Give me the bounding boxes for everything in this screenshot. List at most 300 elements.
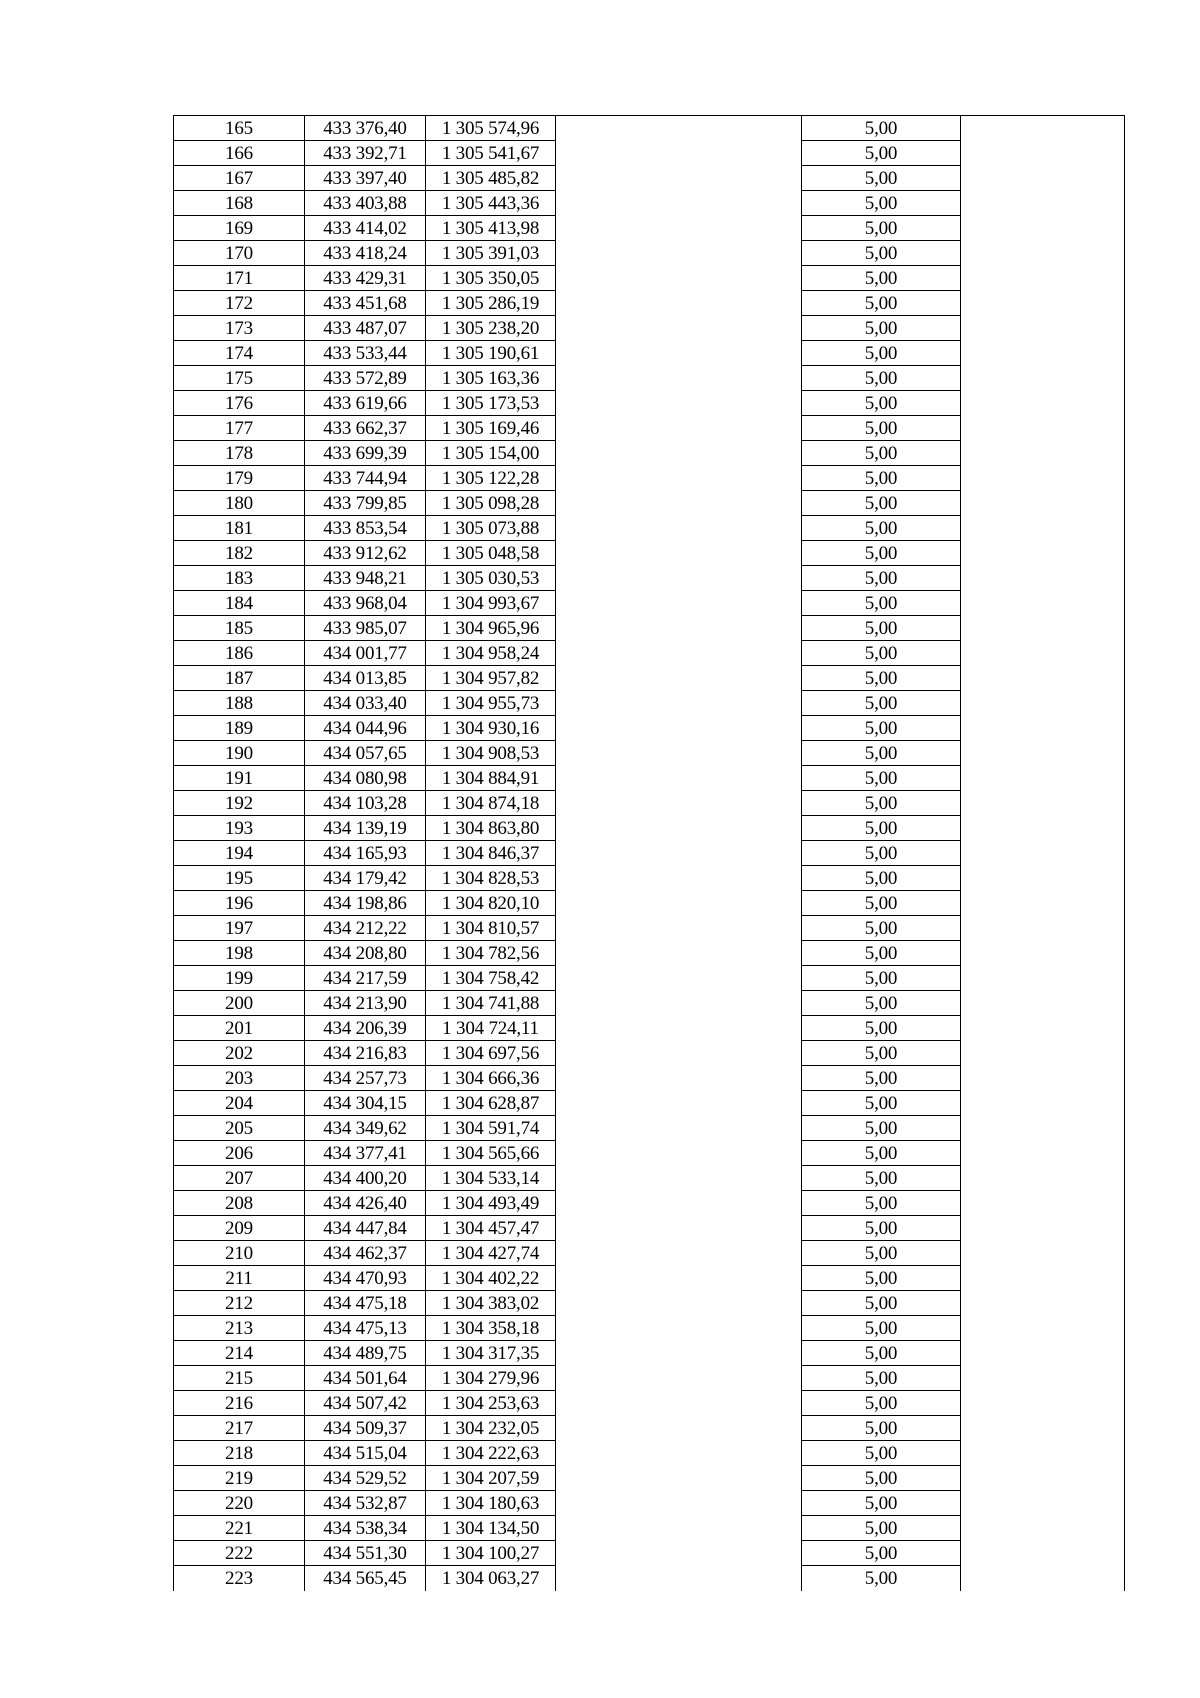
x-coordinate-cell: 433 418,24 bbox=[305, 241, 426, 266]
empty-cell bbox=[556, 916, 802, 941]
accuracy-cell: 5,00 bbox=[802, 1091, 961, 1116]
y-coordinate-cell: 1 304 493,49 bbox=[426, 1191, 556, 1216]
table-row bbox=[174, 816, 1124, 841]
accuracy-cell: 5,00 bbox=[802, 1266, 961, 1291]
point-number-cell: 183 bbox=[174, 566, 305, 591]
y-coordinate-cell: 1 304 317,35 bbox=[426, 1341, 556, 1366]
empty-cell bbox=[961, 591, 1124, 616]
empty-cell bbox=[961, 1091, 1124, 1116]
empty-cell bbox=[556, 216, 802, 241]
empty-cell bbox=[961, 641, 1124, 666]
table-row bbox=[174, 391, 1124, 416]
point-number-cell: 208 bbox=[174, 1191, 305, 1216]
empty-cell bbox=[556, 541, 802, 566]
y-coordinate-cell: 1 305 173,53 bbox=[426, 391, 556, 416]
empty-cell bbox=[961, 966, 1124, 991]
accuracy-cell: 5,00 bbox=[802, 1016, 961, 1041]
empty-cell bbox=[961, 466, 1124, 491]
empty-cell bbox=[961, 1016, 1124, 1041]
point-number-cell: 167 bbox=[174, 166, 305, 191]
empty-cell bbox=[961, 1166, 1124, 1191]
x-coordinate-cell: 434 304,15 bbox=[305, 1091, 426, 1116]
y-coordinate-cell: 1 304 666,36 bbox=[426, 1066, 556, 1091]
y-coordinate-cell: 1 304 724,11 bbox=[426, 1016, 556, 1041]
empty-cell bbox=[556, 241, 802, 266]
accuracy-cell: 5,00 bbox=[802, 1116, 961, 1141]
point-number-cell: 187 bbox=[174, 666, 305, 691]
table-row bbox=[174, 841, 1124, 866]
x-coordinate-cell: 433 376,40 bbox=[305, 116, 426, 141]
empty-cell bbox=[961, 1491, 1124, 1516]
x-coordinate-cell: 433 968,04 bbox=[305, 591, 426, 616]
y-coordinate-cell: 1 304 628,87 bbox=[426, 1091, 556, 1116]
empty-cell bbox=[556, 116, 802, 141]
empty-cell bbox=[961, 266, 1124, 291]
point-number-cell: 197 bbox=[174, 916, 305, 941]
accuracy-cell: 5,00 bbox=[802, 1291, 961, 1316]
table-row bbox=[174, 1216, 1124, 1241]
y-coordinate-cell: 1 304 383,02 bbox=[426, 1291, 556, 1316]
y-coordinate-cell: 1 305 163,36 bbox=[426, 366, 556, 391]
y-coordinate-cell: 1 304 533,14 bbox=[426, 1166, 556, 1191]
table-row bbox=[174, 1141, 1124, 1166]
empty-cell bbox=[961, 216, 1124, 241]
table-row bbox=[174, 991, 1124, 1016]
accuracy-cell: 5,00 bbox=[802, 391, 961, 416]
point-number-cell: 220 bbox=[174, 1491, 305, 1516]
x-coordinate-cell: 434 165,93 bbox=[305, 841, 426, 866]
accuracy-cell: 5,00 bbox=[802, 941, 961, 966]
y-coordinate-cell: 1 304 965,96 bbox=[426, 616, 556, 641]
point-number-cell: 170 bbox=[174, 241, 305, 266]
empty-cell bbox=[556, 841, 802, 866]
empty-cell bbox=[961, 566, 1124, 591]
table-row bbox=[174, 291, 1124, 316]
point-number-cell: 195 bbox=[174, 866, 305, 891]
table-row bbox=[174, 116, 1124, 141]
empty-cell bbox=[556, 816, 802, 841]
x-coordinate-cell: 434 532,87 bbox=[305, 1491, 426, 1516]
empty-cell bbox=[556, 1441, 802, 1466]
accuracy-cell: 5,00 bbox=[802, 191, 961, 216]
table-row bbox=[174, 1541, 1124, 1566]
table-row bbox=[174, 1491, 1124, 1516]
y-coordinate-cell: 1 304 874,18 bbox=[426, 791, 556, 816]
empty-cell bbox=[556, 166, 802, 191]
accuracy-cell: 5,00 bbox=[802, 716, 961, 741]
empty-cell bbox=[961, 316, 1124, 341]
empty-cell bbox=[556, 891, 802, 916]
x-coordinate-cell: 434 212,22 bbox=[305, 916, 426, 941]
accuracy-cell: 5,00 bbox=[802, 291, 961, 316]
accuracy-cell: 5,00 bbox=[802, 1516, 961, 1541]
x-coordinate-cell: 434 257,73 bbox=[305, 1066, 426, 1091]
x-coordinate-cell: 433 699,39 bbox=[305, 441, 426, 466]
empty-cell bbox=[556, 1041, 802, 1066]
table-row bbox=[174, 1416, 1124, 1441]
y-coordinate-cell: 1 304 253,63 bbox=[426, 1391, 556, 1416]
empty-cell bbox=[556, 316, 802, 341]
y-coordinate-cell: 1 304 063,27 bbox=[426, 1566, 556, 1591]
table-row bbox=[174, 1091, 1124, 1116]
point-number-cell: 210 bbox=[174, 1241, 305, 1266]
empty-cell bbox=[556, 1316, 802, 1341]
empty-cell bbox=[556, 941, 802, 966]
y-coordinate-cell: 1 304 957,82 bbox=[426, 666, 556, 691]
empty-cell bbox=[961, 366, 1124, 391]
table-row bbox=[174, 716, 1124, 741]
point-number-cell: 194 bbox=[174, 841, 305, 866]
accuracy-cell: 5,00 bbox=[802, 741, 961, 766]
table-row bbox=[174, 691, 1124, 716]
empty-cell bbox=[556, 666, 802, 691]
accuracy-cell: 5,00 bbox=[802, 1466, 961, 1491]
x-coordinate-cell: 434 426,40 bbox=[305, 1191, 426, 1216]
empty-cell bbox=[556, 291, 802, 316]
accuracy-cell: 5,00 bbox=[802, 816, 961, 841]
accuracy-cell: 5,00 bbox=[802, 866, 961, 891]
empty-cell bbox=[556, 1166, 802, 1191]
accuracy-cell: 5,00 bbox=[802, 1366, 961, 1391]
y-coordinate-cell: 1 305 286,19 bbox=[426, 291, 556, 316]
empty-cell bbox=[961, 341, 1124, 366]
y-coordinate-cell: 1 304 846,37 bbox=[426, 841, 556, 866]
point-number-cell: 214 bbox=[174, 1341, 305, 1366]
table-row bbox=[174, 266, 1124, 291]
empty-cell bbox=[961, 741, 1124, 766]
empty-cell bbox=[961, 391, 1124, 416]
accuracy-cell: 5,00 bbox=[802, 1541, 961, 1566]
x-coordinate-cell: 433 619,66 bbox=[305, 391, 426, 416]
point-number-cell: 171 bbox=[174, 266, 305, 291]
point-number-cell: 213 bbox=[174, 1316, 305, 1341]
empty-cell bbox=[556, 866, 802, 891]
x-coordinate-cell: 434 507,42 bbox=[305, 1391, 426, 1416]
empty-cell bbox=[556, 266, 802, 291]
empty-cell bbox=[961, 791, 1124, 816]
x-coordinate-cell: 433 799,85 bbox=[305, 491, 426, 516]
y-coordinate-cell: 1 305 485,82 bbox=[426, 166, 556, 191]
accuracy-cell: 5,00 bbox=[802, 1441, 961, 1466]
accuracy-cell: 5,00 bbox=[802, 1416, 961, 1441]
table-row bbox=[174, 616, 1124, 641]
point-number-cell: 207 bbox=[174, 1166, 305, 1191]
accuracy-cell: 5,00 bbox=[802, 966, 961, 991]
x-coordinate-cell: 434 349,62 bbox=[305, 1116, 426, 1141]
x-coordinate-cell: 434 216,83 bbox=[305, 1041, 426, 1066]
x-coordinate-cell: 434 206,39 bbox=[305, 1016, 426, 1041]
point-number-cell: 182 bbox=[174, 541, 305, 566]
point-number-cell: 172 bbox=[174, 291, 305, 316]
accuracy-cell: 5,00 bbox=[802, 616, 961, 641]
accuracy-cell: 5,00 bbox=[802, 1341, 961, 1366]
y-coordinate-cell: 1 304 207,59 bbox=[426, 1466, 556, 1491]
empty-cell bbox=[556, 716, 802, 741]
x-coordinate-cell: 433 414,02 bbox=[305, 216, 426, 241]
table-row bbox=[174, 1291, 1124, 1316]
empty-cell bbox=[961, 491, 1124, 516]
y-coordinate-cell: 1 304 863,80 bbox=[426, 816, 556, 841]
x-coordinate-cell: 434 470,93 bbox=[305, 1266, 426, 1291]
table-row bbox=[174, 1266, 1124, 1291]
empty-cell bbox=[556, 1566, 802, 1591]
table-row bbox=[174, 1466, 1124, 1491]
empty-cell bbox=[556, 1391, 802, 1416]
y-coordinate-cell: 1 305 574,96 bbox=[426, 116, 556, 141]
y-coordinate-cell: 1 304 955,73 bbox=[426, 691, 556, 716]
empty-cell bbox=[961, 941, 1124, 966]
accuracy-cell: 5,00 bbox=[802, 666, 961, 691]
y-coordinate-cell: 1 304 180,63 bbox=[426, 1491, 556, 1516]
x-coordinate-cell: 434 033,40 bbox=[305, 691, 426, 716]
empty-cell bbox=[961, 166, 1124, 191]
y-coordinate-cell: 1 304 810,57 bbox=[426, 916, 556, 941]
accuracy-cell: 5,00 bbox=[802, 466, 961, 491]
table-row bbox=[174, 1066, 1124, 1091]
empty-cell bbox=[961, 1241, 1124, 1266]
x-coordinate-cell: 434 198,86 bbox=[305, 891, 426, 916]
y-coordinate-cell: 1 304 758,42 bbox=[426, 966, 556, 991]
point-number-cell: 216 bbox=[174, 1391, 305, 1416]
point-number-cell: 205 bbox=[174, 1116, 305, 1141]
y-coordinate-cell: 1 305 169,46 bbox=[426, 416, 556, 441]
y-coordinate-cell: 1 305 541,67 bbox=[426, 141, 556, 166]
point-number-cell: 206 bbox=[174, 1141, 305, 1166]
point-number-cell: 215 bbox=[174, 1366, 305, 1391]
empty-cell bbox=[556, 566, 802, 591]
point-number-cell: 218 bbox=[174, 1441, 305, 1466]
x-coordinate-cell: 433 487,07 bbox=[305, 316, 426, 341]
empty-cell bbox=[961, 441, 1124, 466]
point-number-cell: 169 bbox=[174, 216, 305, 241]
table-row bbox=[174, 791, 1124, 816]
accuracy-cell: 5,00 bbox=[802, 1391, 961, 1416]
y-coordinate-cell: 1 304 820,10 bbox=[426, 891, 556, 916]
table-row bbox=[174, 1391, 1124, 1416]
accuracy-cell: 5,00 bbox=[802, 1191, 961, 1216]
accuracy-cell: 5,00 bbox=[802, 266, 961, 291]
accuracy-cell: 5,00 bbox=[802, 1141, 961, 1166]
table-row bbox=[174, 566, 1124, 591]
accuracy-cell: 5,00 bbox=[802, 1216, 961, 1241]
x-coordinate-cell: 434 103,28 bbox=[305, 791, 426, 816]
accuracy-cell: 5,00 bbox=[802, 916, 961, 941]
table-row bbox=[174, 641, 1124, 666]
y-coordinate-cell: 1 305 048,58 bbox=[426, 541, 556, 566]
empty-cell bbox=[961, 916, 1124, 941]
point-number-cell: 185 bbox=[174, 616, 305, 641]
x-coordinate-cell: 434 179,42 bbox=[305, 866, 426, 891]
x-coordinate-cell: 434 462,37 bbox=[305, 1241, 426, 1266]
point-number-cell: 175 bbox=[174, 366, 305, 391]
x-coordinate-cell: 434 509,37 bbox=[305, 1416, 426, 1441]
table-row bbox=[174, 1191, 1124, 1216]
x-coordinate-cell: 434 515,04 bbox=[305, 1441, 426, 1466]
table-row bbox=[174, 1166, 1124, 1191]
empty-cell bbox=[556, 491, 802, 516]
empty-cell bbox=[556, 1291, 802, 1316]
x-coordinate-cell: 433 572,89 bbox=[305, 366, 426, 391]
empty-cell bbox=[556, 341, 802, 366]
empty-cell bbox=[556, 791, 802, 816]
empty-cell bbox=[961, 1366, 1124, 1391]
x-coordinate-cell: 434 400,20 bbox=[305, 1166, 426, 1191]
y-coordinate-cell: 1 305 154,00 bbox=[426, 441, 556, 466]
empty-cell bbox=[961, 141, 1124, 166]
empty-cell bbox=[961, 891, 1124, 916]
table-row bbox=[174, 216, 1124, 241]
empty-cell bbox=[961, 766, 1124, 791]
accuracy-cell: 5,00 bbox=[802, 1166, 961, 1191]
empty-cell bbox=[961, 1391, 1124, 1416]
point-number-cell: 188 bbox=[174, 691, 305, 716]
x-coordinate-cell: 433 392,71 bbox=[305, 141, 426, 166]
empty-cell bbox=[556, 1266, 802, 1291]
empty-cell bbox=[961, 1216, 1124, 1241]
point-number-cell: 209 bbox=[174, 1216, 305, 1241]
y-coordinate-cell: 1 304 697,56 bbox=[426, 1041, 556, 1066]
point-number-cell: 181 bbox=[174, 516, 305, 541]
point-number-cell: 212 bbox=[174, 1291, 305, 1316]
empty-cell bbox=[556, 1241, 802, 1266]
accuracy-cell: 5,00 bbox=[802, 891, 961, 916]
table-row bbox=[174, 1041, 1124, 1066]
table-row bbox=[174, 766, 1124, 791]
empty-cell bbox=[961, 1066, 1124, 1091]
y-coordinate-cell: 1 305 443,36 bbox=[426, 191, 556, 216]
empty-cell bbox=[556, 641, 802, 666]
empty-cell bbox=[961, 1266, 1124, 1291]
accuracy-cell: 5,00 bbox=[802, 1316, 961, 1341]
y-coordinate-cell: 1 304 134,50 bbox=[426, 1516, 556, 1541]
empty-cell bbox=[556, 966, 802, 991]
accuracy-cell: 5,00 bbox=[802, 591, 961, 616]
empty-cell bbox=[556, 516, 802, 541]
y-coordinate-cell: 1 305 190,61 bbox=[426, 341, 556, 366]
accuracy-cell: 5,00 bbox=[802, 491, 961, 516]
empty-cell bbox=[556, 1216, 802, 1241]
point-number-cell: 179 bbox=[174, 466, 305, 491]
x-coordinate-cell: 433 397,40 bbox=[305, 166, 426, 191]
table-row bbox=[174, 866, 1124, 891]
empty-cell bbox=[556, 1466, 802, 1491]
point-number-cell: 219 bbox=[174, 1466, 305, 1491]
point-number-cell: 191 bbox=[174, 766, 305, 791]
point-number-cell: 192 bbox=[174, 791, 305, 816]
empty-cell bbox=[556, 741, 802, 766]
y-coordinate-cell: 1 305 030,53 bbox=[426, 566, 556, 591]
point-number-cell: 165 bbox=[174, 116, 305, 141]
accuracy-cell: 5,00 bbox=[802, 1241, 961, 1266]
coordinates-table bbox=[173, 115, 1125, 1591]
y-coordinate-cell: 1 305 098,28 bbox=[426, 491, 556, 516]
empty-cell bbox=[556, 1541, 802, 1566]
table-row bbox=[174, 466, 1124, 491]
x-coordinate-cell: 433 985,07 bbox=[305, 616, 426, 641]
empty-cell bbox=[556, 1116, 802, 1141]
point-number-cell: 198 bbox=[174, 941, 305, 966]
point-number-cell: 217 bbox=[174, 1416, 305, 1441]
x-coordinate-cell: 434 529,52 bbox=[305, 1466, 426, 1491]
empty-cell bbox=[961, 116, 1124, 141]
accuracy-cell: 5,00 bbox=[802, 541, 961, 566]
y-coordinate-cell: 1 304 565,66 bbox=[426, 1141, 556, 1166]
x-coordinate-cell: 434 044,96 bbox=[305, 716, 426, 741]
accuracy-cell: 5,00 bbox=[802, 366, 961, 391]
x-coordinate-cell: 434 551,30 bbox=[305, 1541, 426, 1566]
x-coordinate-cell: 434 538,34 bbox=[305, 1516, 426, 1541]
point-number-cell: 174 bbox=[174, 341, 305, 366]
point-number-cell: 178 bbox=[174, 441, 305, 466]
point-number-cell: 199 bbox=[174, 966, 305, 991]
empty-cell bbox=[961, 1141, 1124, 1166]
table-row bbox=[174, 241, 1124, 266]
empty-cell bbox=[556, 191, 802, 216]
point-number-cell: 200 bbox=[174, 991, 305, 1016]
y-coordinate-cell: 1 304 884,91 bbox=[426, 766, 556, 791]
y-coordinate-cell: 1 305 350,05 bbox=[426, 266, 556, 291]
empty-cell bbox=[961, 1116, 1124, 1141]
empty-cell bbox=[961, 291, 1124, 316]
y-coordinate-cell: 1 304 358,18 bbox=[426, 1316, 556, 1341]
y-coordinate-cell: 1 305 122,28 bbox=[426, 466, 556, 491]
table-row bbox=[174, 741, 1124, 766]
empty-cell bbox=[556, 1016, 802, 1041]
point-number-cell: 177 bbox=[174, 416, 305, 441]
point-number-cell: 176 bbox=[174, 391, 305, 416]
accuracy-cell: 5,00 bbox=[802, 316, 961, 341]
accuracy-cell: 5,00 bbox=[802, 241, 961, 266]
y-coordinate-cell: 1 305 391,03 bbox=[426, 241, 556, 266]
point-number-cell: 222 bbox=[174, 1541, 305, 1566]
point-number-cell: 203 bbox=[174, 1066, 305, 1091]
empty-cell bbox=[961, 1541, 1124, 1566]
point-number-cell: 196 bbox=[174, 891, 305, 916]
empty-cell bbox=[556, 441, 802, 466]
accuracy-cell: 5,00 bbox=[802, 691, 961, 716]
empty-cell bbox=[556, 1191, 802, 1216]
empty-cell bbox=[556, 991, 802, 1016]
y-coordinate-cell: 1 304 782,56 bbox=[426, 941, 556, 966]
x-coordinate-cell: 434 447,84 bbox=[305, 1216, 426, 1241]
x-coordinate-cell: 434 139,19 bbox=[305, 816, 426, 841]
x-coordinate-cell: 434 213,90 bbox=[305, 991, 426, 1016]
empty-cell bbox=[961, 1416, 1124, 1441]
empty-cell bbox=[556, 691, 802, 716]
y-coordinate-cell: 1 304 908,53 bbox=[426, 741, 556, 766]
y-coordinate-cell: 1 304 828,53 bbox=[426, 866, 556, 891]
empty-cell bbox=[961, 1466, 1124, 1491]
empty-cell bbox=[961, 1291, 1124, 1316]
accuracy-cell: 5,00 bbox=[802, 1566, 961, 1591]
y-coordinate-cell: 1 304 930,16 bbox=[426, 716, 556, 741]
accuracy-cell: 5,00 bbox=[802, 841, 961, 866]
empty-cell bbox=[961, 1441, 1124, 1466]
empty-cell bbox=[961, 991, 1124, 1016]
empty-cell bbox=[556, 1341, 802, 1366]
empty-cell bbox=[556, 366, 802, 391]
table-row bbox=[174, 1016, 1124, 1041]
table-row bbox=[174, 1366, 1124, 1391]
x-coordinate-cell: 434 501,64 bbox=[305, 1366, 426, 1391]
point-number-cell: 180 bbox=[174, 491, 305, 516]
x-coordinate-cell: 434 001,77 bbox=[305, 641, 426, 666]
accuracy-cell: 5,00 bbox=[802, 216, 961, 241]
empty-cell bbox=[961, 541, 1124, 566]
y-coordinate-cell: 1 304 741,88 bbox=[426, 991, 556, 1016]
x-coordinate-cell: 434 080,98 bbox=[305, 766, 426, 791]
empty-cell bbox=[556, 1416, 802, 1441]
